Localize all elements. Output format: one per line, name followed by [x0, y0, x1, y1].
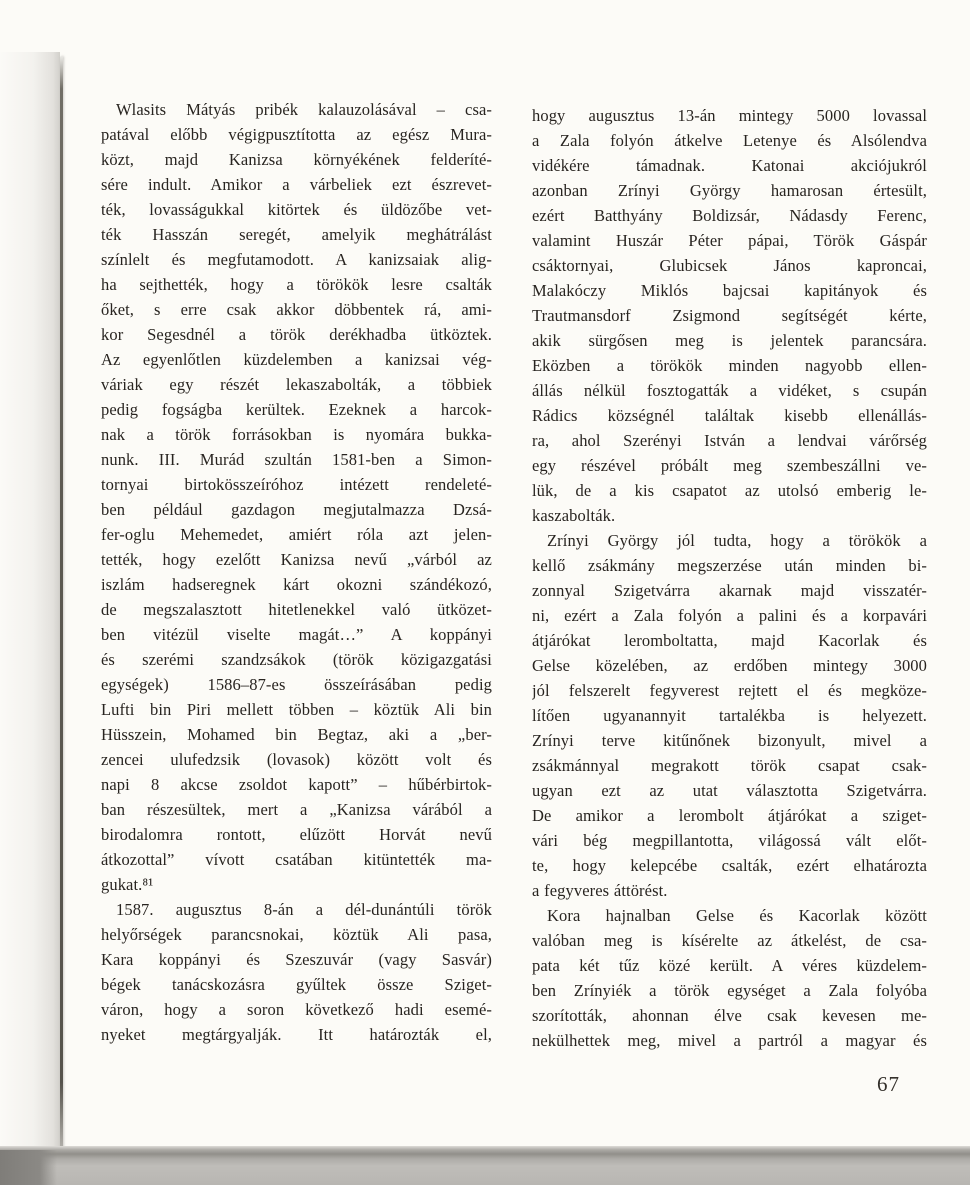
- text-line: birodalomra rontott, elűzött Horvát nevű: [101, 825, 492, 844]
- text-line: szorították, ahonnan élve csak kevesen me-: [532, 1006, 927, 1025]
- text-line: Zrínyi terve kitűnőnek bizonyult, mivel a: [532, 731, 927, 750]
- text-line: egy részével próbált meg szembeszállni ve-: [532, 456, 927, 475]
- text-line: nak a török forrásokban is nyomára bukka-: [101, 425, 492, 444]
- text-line: pata két tűz közé került. A véres küzdelem-: [532, 956, 927, 975]
- text-line: zsákmánnyal megrakott török csapat csak-: [532, 756, 927, 775]
- text-line: a fegyveres áttörést.: [532, 881, 668, 900]
- text-line: a Zala folyón átkelve Letenye és Alsólendva: [532, 131, 927, 150]
- text-line: hogy augusztus 13-án mintegy 5000 lovassal: [532, 106, 927, 125]
- paragraph: [532, 903, 927, 1053]
- text-line: valamint Huszár Péter pápai, Török Gáspár: [532, 231, 927, 250]
- text-line: átkozottal” vívott csatában kitüntették ma-: [101, 850, 492, 869]
- text-line: ha sejthették, hogy a törökök lesre csalták: [101, 275, 492, 294]
- text-line: ték Hasszán seregét, amelyik meghátrálást: [101, 225, 492, 244]
- text-line: lük, de a kis csapatot az utolsó emberig le-: [532, 481, 927, 500]
- text-line: ni, ezért a Zala folyón a palini és a korpavári: [532, 606, 927, 625]
- text-line: ban részesültek, mert a „Kanizsa várából a: [101, 800, 492, 819]
- text-line: kellő zsákmány megszerzése után minden bi-: [532, 556, 927, 575]
- text-line: fer-oglu Mehemedet, amiért róla azt jelen-: [101, 525, 492, 544]
- text-line: ezért Batthyány Boldizsár, Nádasdy Ferenc,: [532, 206, 927, 225]
- text-line: közt, majd Kanizsa környékének felderíté-: [101, 150, 492, 169]
- text-line: nekülhettek meg, mivel a partról a magyar és: [532, 1031, 927, 1050]
- text-line: napi 8 akcse zsoldot kapott” – hűbérbirtok-: [101, 775, 492, 794]
- paragraph: [101, 897, 492, 1047]
- scan-bottom-edge: [0, 1146, 970, 1185]
- text-line: Kora hajnalban Gelse és Kacorlak között: [547, 906, 927, 925]
- text-line: Lufti bin Piri mellett többen – köztük Ali bin: [101, 700, 492, 719]
- text-line: ra, ahol Szerényi István a lendvai várőrség: [532, 431, 927, 450]
- text-line: akik sürgősen meg is jelentek parancsára.: [532, 331, 927, 350]
- page-edge-shading: [0, 52, 60, 1148]
- text-line: kor Segesdnél a török derékhadba ütköztek.: [101, 325, 492, 344]
- text-line: De amikor a lerombolt átjárókat a sziget-: [532, 806, 927, 825]
- text-line: lítően ugyanannyit tartalékba is helyezett.: [532, 706, 927, 725]
- text-line: őket, s erre csak akkor döbbentek rá, ami-: [101, 300, 492, 319]
- text-line: vidékére támadnak. Katonai akciójukról: [532, 156, 927, 175]
- text-line: Kara koppányi és Szeszuvár (vagy Sasvár): [101, 950, 492, 969]
- text-line: váriak egy részét lekaszabolták, a többiek: [101, 375, 492, 394]
- paragraph: [532, 103, 927, 528]
- text-line: Malakóczy Miklós bajcsai kapitányok és: [532, 281, 927, 300]
- text-line: tornyai birtokösszeíróhoz intézett rendeleté-: [101, 475, 492, 494]
- text-line: Eközben a törökök minden nagyobb ellen-: [532, 356, 927, 375]
- text-line: kaszabolták.: [532, 506, 616, 525]
- text-line: ték, lovasságukkal kitörtek és üldözőbe vet-: [101, 200, 492, 219]
- text-line: zencei ulufedzsik (lovasok) között volt és: [101, 750, 492, 769]
- text-line: ben például gazdagon megjutalmazza Dzsá-: [101, 500, 492, 519]
- text-line: Az egyenlőtlen küzdelemben a kanizsai vég-: [101, 350, 492, 369]
- text-line: nunk. III. Murád szultán 1581-ben a Simon-: [101, 450, 492, 469]
- text-line: állás nélkül fosztogatták a vidéket, s csupán: [532, 381, 927, 400]
- text-line: Rádics községnél találtak kisebb ellenállás-: [532, 406, 927, 425]
- text-line: váron, hogy a soron következő hadi esemé-: [101, 1000, 492, 1019]
- text-line: átjárókat leromboltatta, majd Kacorlak és: [532, 631, 927, 650]
- text-line: iszlám hadseregnek kárt okozni szándékozó,: [101, 575, 492, 594]
- paragraph: [101, 97, 492, 897]
- text-line: helyőrségek parancsnokai, köztük Ali pasa,: [101, 925, 492, 944]
- scan-bottom-corner-shadow: [0, 1150, 57, 1185]
- text-line: patával előbb végigpusztította az egész Mura-: [101, 125, 492, 144]
- text-line: Trautmansdorf Zsigmond segítségét kérte,: [532, 306, 927, 325]
- text-line: te, hogy kelepcébe csalták, ezért elhatározta: [532, 856, 927, 875]
- text-line: csáktornyai, Glubicsek János kaproncai,: [532, 256, 927, 275]
- page-number: 67: [877, 1072, 900, 1096]
- text-line: ugyan ezt az utat választotta Szigetvárra.: [532, 781, 927, 800]
- text-line: ben vitézül viselte magát…” A koppányi: [101, 625, 492, 644]
- text-line: valóban meg is kísérelte az átkelést, de csa-: [532, 931, 927, 950]
- text-line: azonban Zrínyi György hamarosan értesült,: [532, 181, 927, 200]
- text-line: színlelt és megfutamodott. A kanizsaiak alig-: [101, 250, 492, 269]
- text-line: Zrínyi György jól tudta, hogy a törökök a: [547, 531, 927, 550]
- text-line: Gelse közelében, az erdőben mintegy 3000: [532, 656, 927, 675]
- text-line: ben Zrínyiék a török egységet a Zala folyóba: [532, 981, 927, 1000]
- paragraph: [532, 528, 927, 903]
- text-line: 1587. augusztus 8-án a dél-dunántúli török: [116, 900, 492, 919]
- left-column: [101, 97, 492, 1047]
- text-line: és szerémi szandzsákok (török közigazgatási: [101, 650, 492, 669]
- text-line: bégek tanácskozásra gyűltek össze Sziget-: [101, 975, 492, 994]
- text-line: zonnyal Szigetvárra akarnak majd visszatér-: [532, 581, 927, 600]
- text-line: nyeket megtárgyalják. Itt határozták el,: [101, 1025, 492, 1044]
- text-line: Wlasits Mátyás pribék kalauzolásával – csa-: [116, 100, 492, 119]
- text-line: egységek) 1586–87-es összeírásában pedig: [101, 675, 492, 694]
- text-line: tették, hogy ezelőtt Kanizsa nevű „várból az: [101, 550, 492, 569]
- spine-fold-line: [60, 56, 63, 1148]
- text-line: pedig fogságba kerültek. Ezeknek a harcok-: [101, 400, 492, 419]
- text-line: jól felszerelt fegyverest rejtett el és megköze-: [532, 681, 927, 700]
- text-line: Hüsszein, Mohamed bin Begtaz, aki a „ber-: [101, 725, 492, 744]
- text-line: sére indult. Amikor a várbeliek ezt észrevet-: [101, 175, 492, 194]
- right-column: [532, 103, 927, 1053]
- text-line: gukat.⁸¹: [101, 875, 154, 894]
- text-line: de megszalasztott hitetlenekkel való ütközet-: [101, 600, 492, 619]
- text-line: vári bég megpillantotta, világossá vált előt-: [532, 831, 927, 850]
